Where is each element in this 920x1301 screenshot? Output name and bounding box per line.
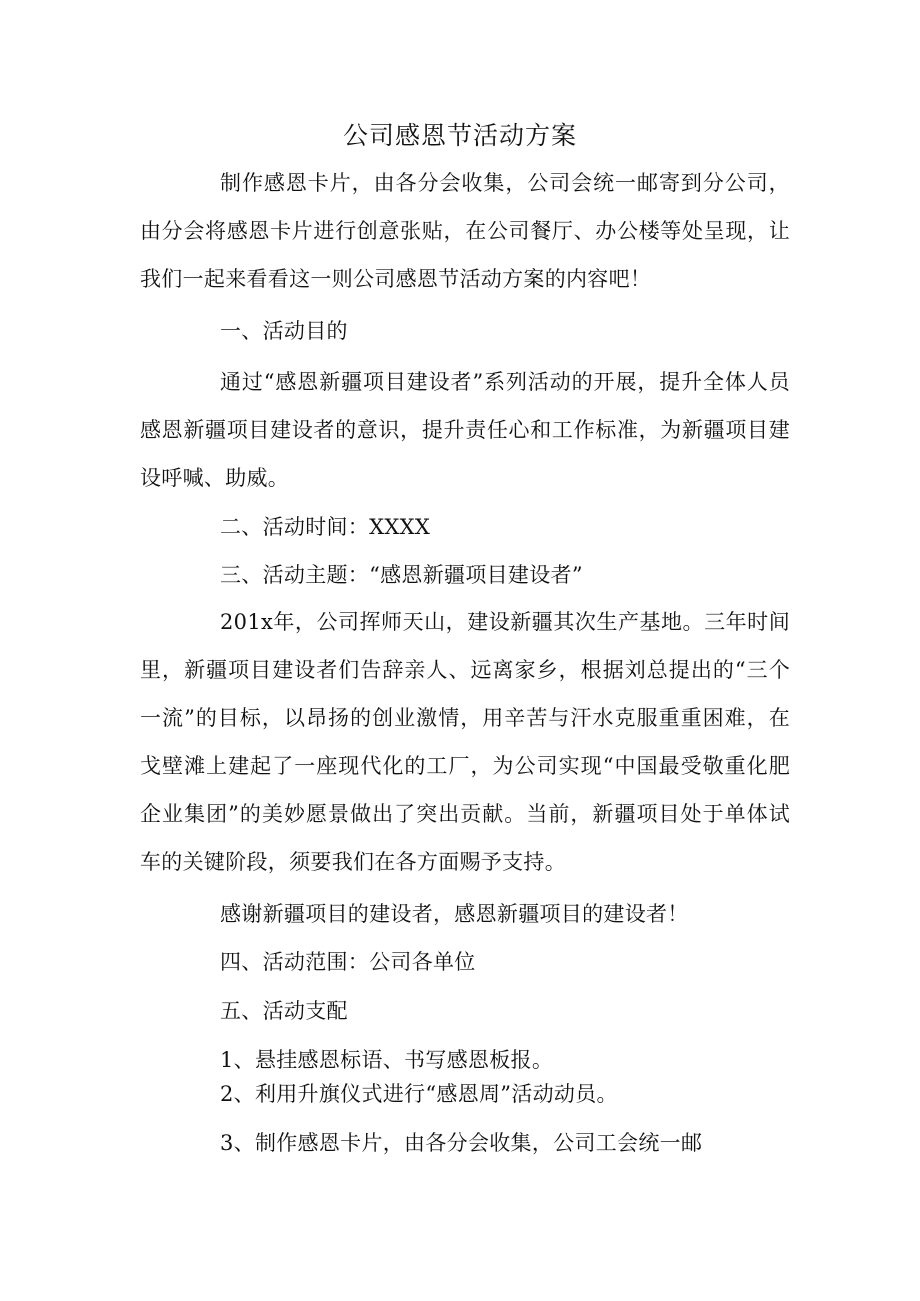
section-heading-time: 二、活动时间：XXXX [220, 515, 431, 539]
purpose-paragraph: 通过“感恩新疆项目建设者”系列活动的开展，提升全体人员感恩新疆项目建设者的意识，提升责任心和工作标准，为新疆项目建设呼喊、助威。 [140, 370, 790, 490]
intro-paragraph: 制作感恩卡片，由各分会收集，公司会统一邮寄到分公司，由分会将感恩卡片进行创意张贴，在公司餐厅、办公楼等处呈现，让我们一起来看看这一则公司感恩节活动方案的内容吧！ [140, 171, 790, 291]
document-title: 公司感恩节活动方案 [342, 121, 577, 150]
section-heading-arrangement: 五、活动支配 [220, 999, 348, 1023]
section-heading-purpose: 一、活动目的 [220, 319, 348, 343]
thanks-line: 感谢新疆项目的建设者，感恩新疆项目的建设者！ [220, 902, 689, 926]
section-heading-theme: 三、活动主题：“感恩新疆项目建设者” [220, 563, 583, 587]
list-item-2: 2、利用升旗仪式进行“感恩周”活动动员。 [220, 1082, 618, 1106]
list-item-1: 1、悬挂感恩标语、书写感恩板报。 [220, 1048, 554, 1072]
theme-paragraph: 201x年，公司挥师天山，建设新疆其次生产基地。三年时间里，新疆项目建设者们告辞亲人、远离家乡，根据刘总提出的“三个一流”的目标，以昂扬的创业激情，用辛苦与汗水克服重重困难，在戈壁滩上建起了一座现代化的工厂，为公司实现“中国最受敬重化肥企业集团”的美妙愿景做出了突出贡献。当前，新疆项目处于单体试车的关键阶段，须要我们在各方面赐予支持。 [140, 610, 790, 874]
list-item-3: 3、制作感恩卡片，由各分会收集，公司工会统一邮 [220, 1131, 703, 1155]
section-heading-scope: 四、活动范围：公司各单位 [220, 950, 476, 974]
